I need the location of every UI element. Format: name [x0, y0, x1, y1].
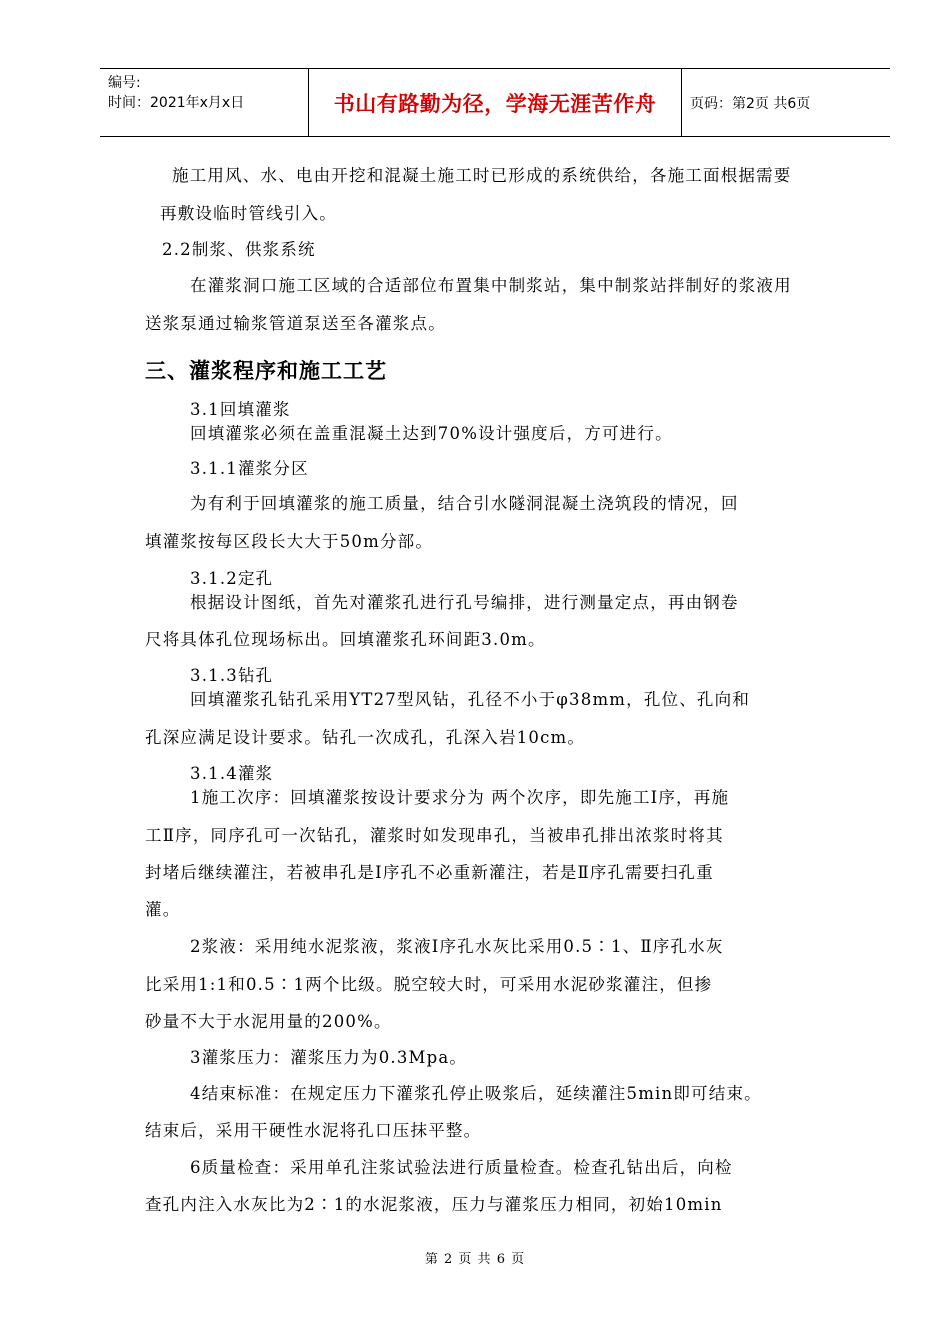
body-line: 根据设计图纸，首先对灌浆孔进行孔号编排，进行测量定点，再由钢卷: [190, 593, 739, 612]
body-line: 砂量不大于水泥用量的200%。: [145, 1012, 392, 1031]
body-line: 6质量检查：采用单孔注浆试验法进行质量检查。检查孔钻出后，向检: [190, 1158, 733, 1177]
section-heading: 三、灌浆程序和施工工艺: [145, 359, 387, 383]
body-line: 孔深应满足设计要求。钻孔一次成孔，孔深入岩10cm。: [145, 728, 586, 747]
body-line: 填灌浆按每区段长大大于50m分部。: [145, 532, 434, 551]
section-subheading: 3.1.4灌浆: [190, 764, 274, 783]
header-page-info: 页码：第2页 共6页: [690, 95, 811, 112]
body-line: 灌。: [145, 900, 181, 919]
body-line: 在灌浆洞口施工区域的合适部位布置集中制浆站，集中制浆站拌制好的浆液用: [190, 276, 792, 295]
section-subheading: 2.2制浆、供浆系统: [162, 240, 316, 259]
page-footer: 第 2 页 共 6 页: [424, 1252, 526, 1267]
body-line: 2浆液：采用纯水泥浆液，浆液Ⅰ序孔水灰比采用0.5∶1、Ⅱ序孔水灰: [190, 937, 724, 956]
body-line: 回填灌浆孔钻孔采用YT27型风钻，孔径不小于φ38mm，孔位、孔向和: [190, 690, 751, 709]
body-line: 送浆泵通过输浆管道泵送至各灌浆点。: [145, 314, 446, 333]
body-line: 结束后，采用干硬性水泥将孔口压抹平整。: [145, 1121, 482, 1140]
section-subheading: 3.1回填灌浆: [190, 400, 291, 419]
number-label: 编号:: [108, 75, 141, 91]
section-subheading: 3.1.3钻孔: [190, 666, 274, 685]
header-motto: 书山有路勤为径，学海无涯苦作舟: [309, 69, 682, 136]
body-line: 1施工次序：回填灌浆按设计要求分为 两个次序，即先施工Ⅰ序，再施: [190, 788, 730, 807]
body-line: 3灌浆压力：灌浆压力为0.3Mpa。: [190, 1048, 468, 1067]
body-line: 工Ⅱ序，同序孔可一次钻孔，灌浆时如发现串孔，当被串孔排出浓浆时将其: [145, 826, 724, 845]
section-subheading: 3.1.1灌浆分区: [190, 459, 309, 478]
page-header: [100, 68, 890, 137]
section-subheading: 3.1.2定孔: [190, 569, 274, 588]
body-line: 为有利于回填灌浆的施工质量，结合引水隧洞混凝土浇筑段的情况，回: [190, 494, 739, 513]
body-line: 4结束标准：在规定压力下灌浆孔停止吸浆后，延续灌注5min即可结束。: [190, 1084, 762, 1103]
body-line: 封堵后继续灌注，若被串孔是Ⅰ序孔不必重新灌注，若是Ⅱ序孔需要扫孔重: [145, 863, 714, 882]
body-line: 查孔内注入水灰比为2∶1的水泥浆液，压力与灌浆压力相同，初始10min: [145, 1195, 723, 1214]
body-line: 回填灌浆必须在盖重混凝土达到70%设计强度后，方可进行。: [190, 424, 673, 443]
header-meta: [100, 69, 309, 136]
body-line: 施工用风、水、电由开挖和混凝土施工时已形成的系统供给，各施工面根据需要: [172, 166, 792, 185]
date-label: 时间：2021年x月x日: [108, 95, 245, 111]
body-line: 再敷设临时管线引入。: [160, 204, 337, 223]
body-line: 尺将具体孔位现场标出。回填灌浆孔环间距3.0m。: [145, 630, 546, 649]
body-line: 比采用1:1和0.5∶1两个比级。脱空较大时，可采用水泥砂浆灌注，但掺: [145, 975, 713, 994]
